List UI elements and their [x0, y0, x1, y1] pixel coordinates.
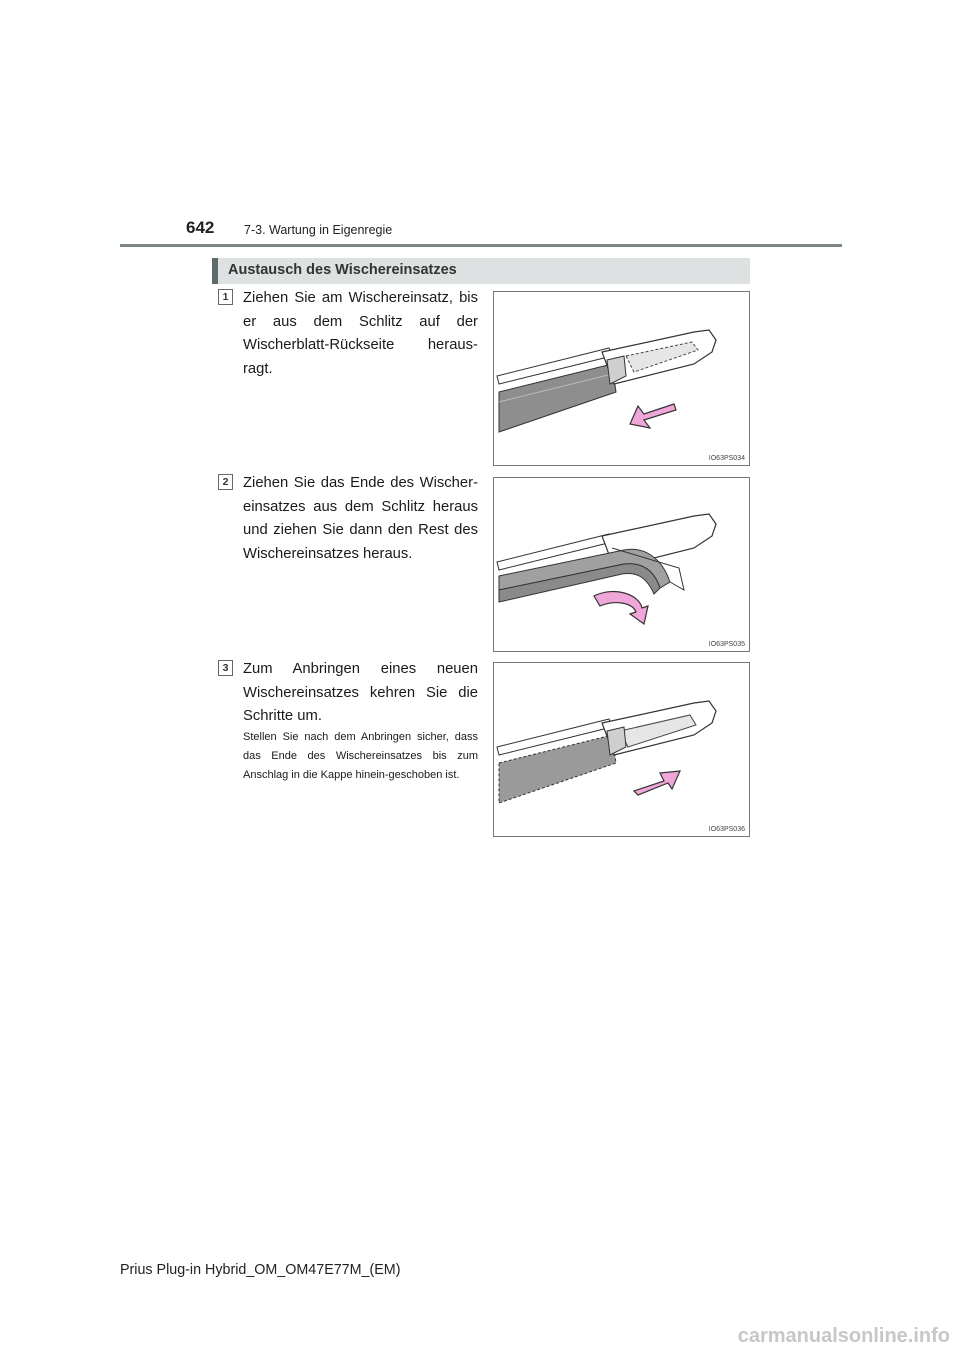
step-number-2: 2 [218, 474, 233, 490]
section-title: 7-3. Wartung in Eigenregie [244, 223, 393, 237]
wiper-blade-drawing-2 [494, 478, 749, 651]
step-3-note: Stellen Sie nach dem Anbringen sicher, dass das Ende des Wischereinsatzes bis zum Anschlag in die Kappe hinein-geschoben ist. [243, 731, 478, 781]
illustration-code-3: IO63PS036 [708, 826, 745, 833]
document-footer: Prius Plug-in Hybrid_OM_OM47E77M_(EM) [120, 1262, 401, 1278]
illustration-step-2 [493, 477, 750, 652]
illustration-step-3 [493, 662, 750, 837]
watermark: carmanualsonline.info [737, 1325, 950, 1347]
step-2-text: Ziehen Sie das Ende des Wischer-einsatzes aus dem Schlitz heraus und ziehen Sie dann den Rest des Wischereinsatzes heraus. [243, 475, 478, 562]
subsection-heading [212, 258, 750, 284]
pink-curved-arrow-icon [594, 592, 648, 624]
wiper-blade-drawing-1 [494, 292, 749, 465]
page-number: 642 [186, 218, 215, 237]
illustration-step-1 [493, 291, 750, 466]
step-number-3: 3 [218, 660, 233, 676]
step-number-1: 1 [218, 289, 233, 305]
step-3-text: Zum Anbringen eines neuen Wischereinsatzes kehren Sie die Schritte um. [243, 661, 478, 724]
step-1-text: Ziehen Sie am Wischereinsatz, bis er aus dem Schlitz auf der Wischerblatt-Rückseite heraus-ragt. [243, 290, 478, 377]
illustration-code-1: IO63PS034 [708, 455, 745, 462]
wiper-blade-drawing-3 [494, 663, 749, 836]
pink-arrow-icon [630, 404, 676, 428]
header-divider [120, 244, 842, 247]
illustration-code-2: IO63PS035 [708, 641, 745, 648]
pink-arrow-icon [634, 771, 680, 795]
subsection-heading-text: Austausch des Wischereinsatzes [228, 262, 457, 278]
